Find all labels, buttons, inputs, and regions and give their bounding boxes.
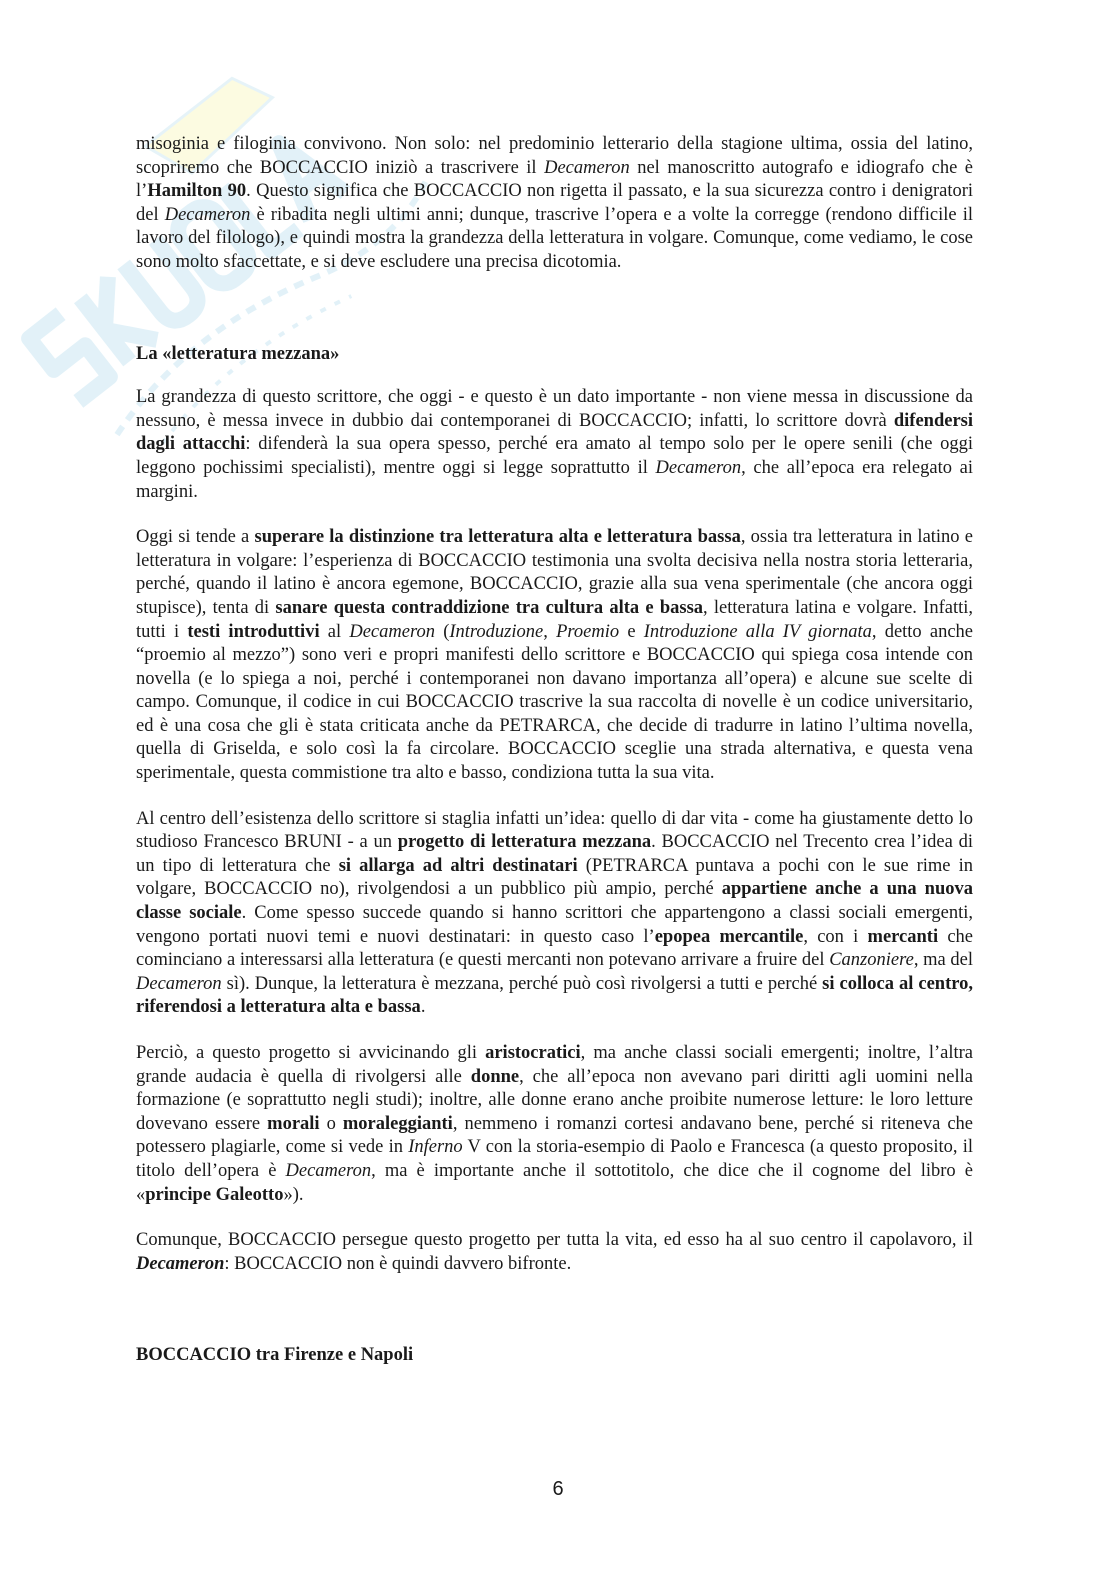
text-run: e (619, 621, 644, 642)
text-run: Oggi si tende a (136, 527, 255, 548)
text-run: , nemmeno i romanzi cortesi andavano bene, perché si riteneva che potessero plagiarle, come si vede in (136, 1113, 974, 1158)
text-run: Perciò, a questo progetto si avvicinando gli (136, 1043, 486, 1063)
bold-text: donne (470, 1066, 520, 1087)
text-run: : difenderà la sua opera spesso, perché era amato al tempo solo per le opere senili (che oggi leggono pochissimi specialisti), mentre oggi si legge soprattutto il (136, 434, 973, 478)
text-run: nel manoscritto autografo e idiografo che è l’ (136, 157, 973, 202)
text-run: al (319, 621, 350, 642)
text-run: sì). Dunque, la letteratura è mezzana, perché può così rivolgersi a tutti e perché (221, 973, 823, 994)
text-run: , ma è importante anche il sottotitolo, che dice che il cognome del libro è « (136, 1160, 973, 1205)
paragraph-5 (136, 1042, 973, 1207)
bold-text: testi introduttivi (187, 621, 320, 642)
bold-text: epopea mercantile (654, 926, 804, 947)
bold-text: principe Galeotto (145, 1184, 284, 1205)
bold-text: Hamilton 90 (147, 181, 247, 202)
text-run: , ma del (913, 950, 974, 971)
bold-text: si allarga ad altri destinatari (338, 855, 578, 876)
text-run: , detto anche “proemio al mezzo”) sono veri e propri manifesti dello scrittore e BOCCACCIO qui spiega cosa intende con novella (e lo spiega a noi, perché i contemporanei non davano importanza all’opera) e alcune sue scelte di campo. Comunque, il codice in cui BOCCACCIO trascrive la sua raccolta di novelle è un codice universitario, ed è una cosa che gli è stata criticata anche da PETRARCA, che decide di tradurre in latino l’ultima novella, quella di Griselda, e solo così la fa circolare. BOCCACCIO sceglie una strada alternativa, e questa vena sperimentale, questa commistione tra alto e basso, condiziona tutta la sua vita. (136, 621, 974, 784)
paragraph-4 (136, 808, 973, 1020)
text-run: è ribadita negli ultimi anni; dunque, trascrive l’opera e a volte la corregge (rendono difficile il lavoro del filologo), e quindi mostra la grandezza della letteratura in volgare. Comunque, come vediamo, le cose sono molto sfaccettate, e si deve escludere una precisa dicotomia. (136, 204, 973, 272)
italic-text: Introduzione (449, 621, 544, 642)
italic-text: Inferno (408, 1137, 463, 1158)
text-run: La grandezza di questo scrittore, che oggi - e questo è un dato importante - non viene messa in discussione da nessuno, è messa invece in dubbio dai contemporanei di BOCCACCIO; infatti, lo scrittore dovrà (136, 387, 973, 431)
text-run: , ma anche classi sociali emergenti; inoltre, l’altra grande audacia è quella di rivolgersi alle (136, 1043, 973, 1087)
document-page (136, 133, 973, 1368)
italic-text: Introduzione alla IV giornata (643, 621, 872, 642)
page-number: 6 (552, 1478, 564, 1500)
italic-text: Decameron (136, 973, 222, 994)
text-run: Comunque, BOCCACCIO persegue questo progetto per tutta la vita, ed esso ha al suo centro il capolavoro, il (136, 1230, 973, 1251)
text-run: Al centro dell’esistenza dello scrittore si staglia infatti un’idea: quello di dar vita - come ha giustamente detto lo studioso Francesco BRUNI - a un (136, 808, 973, 853)
text-run: . (420, 997, 426, 1018)
text-run: V con la storia-esempio di Paolo e Francesca (a questo proposito, il titolo dell’opera è (136, 1137, 973, 1181)
text-run: misoginia e filoginia convivono. Non solo: nel predominio letterario della stagione ultima, ossia del latino, scopriremo che BOCCACCIO iniziò a trascrivere il (136, 134, 973, 178)
bold-text: moraleggianti (342, 1113, 453, 1134)
italic-text: Decameron (164, 204, 251, 225)
text-run: »). (283, 1184, 304, 1205)
italic-text: Decameron (544, 157, 630, 178)
text-run: , che all’epoca non avevano pari diritti agli uomini nella formazione (e soprattutto negli studi); inoltre, alle donne erano anche proibite numerose letture: le loro letture dovevano essere (136, 1066, 973, 1134)
bold-text: mercanti (867, 926, 939, 947)
paragraph-6 (136, 1229, 973, 1276)
text-run: . Come spesso succede quando si hanno scrittori che appartengono a classi sociali emergenti, vengono portati nuovi temi e nuovi destinatari: in questo caso l’ (136, 903, 973, 947)
bold-text: difendersi dagli attacchi (136, 410, 973, 455)
text-run: ( (434, 621, 450, 642)
bold-text: superare la distinzione tra letteratura alta e letteratura bassa (254, 527, 741, 548)
italic-text: Canzoniere (829, 950, 914, 971)
text-run: che cominciano a interessarsi alla letteratura (e questi mercanti non potevano arrivare a fruire del (136, 926, 973, 971)
text-run: o (319, 1113, 343, 1134)
italic-text: Proemio (556, 621, 620, 642)
bold-text: progetto di letteratura mezzana (397, 832, 652, 853)
emphasis-text: Decameron (136, 1253, 225, 1274)
bold-text: sanare questa contraddizione tra cultura alta e bassa (275, 597, 704, 618)
text-run: (PETRARCA puntava a pochi con le sue rime in volgare, BOCCACCIO no), rivolgendosi a un pubblico più ampio, perché (136, 855, 973, 900)
text-run: , ossia tra letteratura in latino e letteratura in volgare: l’esperienza di BOCCACCIO testimonia una svolta decisiva nella nostra storia letteraria, perché, quando il latino è ancora egemone, BOCCACCIO, grazie alla sua vena sperimentale (che ancora oggi stupisce), tenta di (136, 527, 973, 618)
text-run: , che all’epoca era relegato ai margini. (136, 457, 973, 502)
bold-text: appartiene anche a una nuova classe sociale (136, 879, 973, 924)
paragraph-2 (136, 386, 973, 504)
bold-text: morali (267, 1113, 320, 1134)
bold-text: aristocratici (485, 1043, 581, 1063)
section-heading-firenze-napoli: BOCCACCIO tra Firenze e Napoli (136, 1345, 414, 1366)
text-run: . Questo significa che BOCCACCIO non rigetta il passato, e la sua sicurezza contro i denigratori del (136, 181, 974, 225)
text-run: . BOCCACCIO nel Trecento crea l’idea di un tipo di letteratura che (136, 832, 974, 876)
italic-text: Decameron (285, 1160, 372, 1181)
paragraph-1 (136, 133, 973, 275)
text-run: , con i (803, 926, 868, 947)
text-run: : BOCCACCIO non è quindi davvero bifronte. (224, 1253, 572, 1274)
bold-text: si colloca al centro, riferendosi a letteratura alta e bassa (136, 973, 973, 1018)
italic-text: Decameron (349, 621, 435, 642)
text-run: , (543, 621, 557, 642)
text-run: , letteratura latina e volgare. Infatti, tutti i (136, 597, 973, 642)
italic-text: Decameron (655, 457, 742, 478)
paragraph-3 (136, 526, 973, 786)
section-heading-letteratura-mezzana: La «letteratura mezzana» (136, 343, 340, 364)
